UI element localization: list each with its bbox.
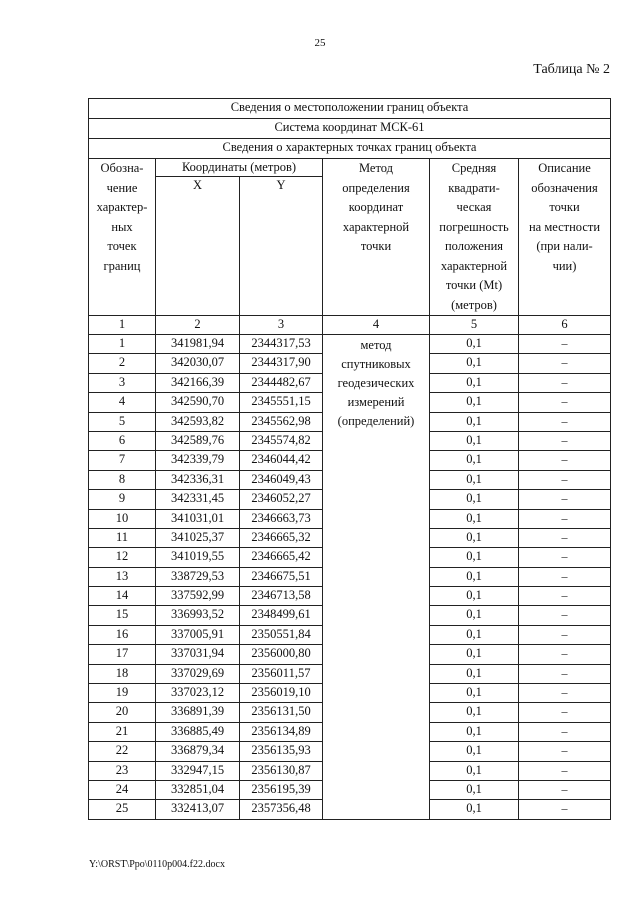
point-y: 2346663,73 — [240, 509, 323, 528]
point-x: 342030,07 — [156, 354, 240, 373]
point-number: 25 — [89, 800, 156, 819]
point-x: 341025,37 — [156, 528, 240, 547]
point-number: 9 — [89, 490, 156, 509]
point-number: 18 — [89, 664, 156, 683]
point-description: – — [519, 335, 611, 354]
point-error: 0,1 — [430, 664, 519, 683]
point-error: 0,1 — [430, 548, 519, 567]
point-x: 332851,04 — [156, 780, 240, 799]
table-label: Таблица № 2 — [533, 62, 610, 77]
point-y: 2356011,57 — [240, 664, 323, 683]
column-number: 6 — [519, 316, 611, 335]
point-y: 2346713,58 — [240, 587, 323, 606]
point-y: 2356019,10 — [240, 684, 323, 703]
point-y: 2356000,80 — [240, 645, 323, 664]
point-number: 4 — [89, 393, 156, 412]
point-y: 2357356,48 — [240, 800, 323, 819]
point-x: 342339,79 — [156, 451, 240, 470]
point-number: 10 — [89, 509, 156, 528]
header-method: Метод определения координат характерной точки — [323, 159, 430, 316]
point-error: 0,1 — [430, 645, 519, 664]
point-x: 342589,76 — [156, 431, 240, 450]
header-coordinates: Координаты (метров) — [156, 159, 323, 177]
point-description: – — [519, 800, 611, 819]
point-x: 342166,39 — [156, 373, 240, 392]
point-error: 0,1 — [430, 373, 519, 392]
point-description: – — [519, 451, 611, 470]
point-description: – — [519, 567, 611, 586]
point-y: 2346665,42 — [240, 548, 323, 567]
point-number: 7 — [89, 451, 156, 470]
column-numbers-row — [89, 316, 611, 335]
method-cell: метод спутниковых геодезических измерений (определений) — [323, 335, 430, 820]
point-x: 336885,49 — [156, 722, 240, 741]
point-x: 337031,94 — [156, 645, 240, 664]
point-number: 20 — [89, 703, 156, 722]
point-description: – — [519, 684, 611, 703]
point-number: 12 — [89, 548, 156, 567]
coordinate-system-title: Система координат МСК-61 — [89, 119, 611, 139]
point-description: – — [519, 606, 611, 625]
point-error: 0,1 — [430, 625, 519, 644]
points-title: Сведения о характерных точках границ объекта — [89, 139, 611, 159]
point-y: 2356134,89 — [240, 722, 323, 741]
point-error: 0,1 — [430, 393, 519, 412]
point-error: 0,1 — [430, 335, 519, 354]
point-description: – — [519, 354, 611, 373]
page-number: 25 — [314, 37, 326, 49]
point-description: – — [519, 722, 611, 741]
point-y: 2344317,90 — [240, 354, 323, 373]
point-description: – — [519, 703, 611, 722]
point-number: 22 — [89, 742, 156, 761]
point-description: – — [519, 625, 611, 644]
point-error: 0,1 — [430, 606, 519, 625]
point-number: 17 — [89, 645, 156, 664]
point-y: 2344482,67 — [240, 373, 323, 392]
point-error: 0,1 — [430, 800, 519, 819]
point-y: 2345551,15 — [240, 393, 323, 412]
point-y: 2345574,82 — [240, 431, 323, 450]
point-y: 2346049,43 — [240, 470, 323, 489]
point-number: 21 — [89, 722, 156, 741]
point-x: 332947,15 — [156, 761, 240, 780]
point-x: 337023,12 — [156, 684, 240, 703]
point-description: – — [519, 780, 611, 799]
column-number: 2 — [156, 316, 240, 335]
point-x: 342336,31 — [156, 470, 240, 489]
point-number: 3 — [89, 373, 156, 392]
point-number: 8 — [89, 470, 156, 489]
point-error: 0,1 — [430, 587, 519, 606]
point-description: – — [519, 490, 611, 509]
header-x: X — [156, 177, 240, 316]
header-point-designation: Обозна- чение характер- ных точек границ — [89, 159, 156, 316]
point-number: 13 — [89, 567, 156, 586]
point-y: 2345562,98 — [240, 412, 323, 431]
point-description: – — [519, 431, 611, 450]
point-error: 0,1 — [430, 490, 519, 509]
point-description: – — [519, 645, 611, 664]
point-y: 2348499,61 — [240, 606, 323, 625]
point-error: 0,1 — [430, 509, 519, 528]
point-x: 342331,45 — [156, 490, 240, 509]
point-description: – — [519, 509, 611, 528]
coordinates-table — [88, 98, 611, 820]
point-description: – — [519, 548, 611, 567]
point-number: 2 — [89, 354, 156, 373]
point-number: 19 — [89, 684, 156, 703]
point-x: 336891,39 — [156, 703, 240, 722]
point-error: 0,1 — [430, 780, 519, 799]
point-x: 337029,69 — [156, 664, 240, 683]
point-x: 341019,55 — [156, 548, 240, 567]
point-x: 337005,91 — [156, 625, 240, 644]
header-description: Описание обозначения точки на местности (при нали- чии) — [519, 159, 611, 316]
point-y: 2356135,93 — [240, 742, 323, 761]
point-number: 14 — [89, 587, 156, 606]
point-number: 16 — [89, 625, 156, 644]
point-y: 2356130,87 — [240, 761, 323, 780]
header-y: Y — [240, 177, 323, 316]
point-x: 336993,52 — [156, 606, 240, 625]
column-number: 4 — [323, 316, 430, 335]
point-x: 342593,82 — [156, 412, 240, 431]
point-error: 0,1 — [430, 761, 519, 780]
point-y: 2356195,39 — [240, 780, 323, 799]
point-x: 341031,01 — [156, 509, 240, 528]
header-error: Средняя квадрати- ческая погрешность положения характерной точки (Mt) (метров) — [430, 159, 519, 316]
point-x: 337592,99 — [156, 587, 240, 606]
point-y: 2346052,27 — [240, 490, 323, 509]
point-description: – — [519, 373, 611, 392]
point-error: 0,1 — [430, 431, 519, 450]
point-error: 0,1 — [430, 722, 519, 741]
point-number: 5 — [89, 412, 156, 431]
point-description: – — [519, 742, 611, 761]
point-error: 0,1 — [430, 528, 519, 547]
column-number: 5 — [430, 316, 519, 335]
point-error: 0,1 — [430, 451, 519, 470]
point-y: 2346665,32 — [240, 528, 323, 547]
point-description: – — [519, 761, 611, 780]
footer-file-path: Y:\ORST\Ppo\0110p004.f22.docx — [89, 859, 225, 870]
point-description: – — [519, 528, 611, 547]
point-y: 2346044,42 — [240, 451, 323, 470]
table-row — [89, 335, 611, 354]
point-number: 6 — [89, 431, 156, 450]
point-number: 23 — [89, 761, 156, 780]
point-error: 0,1 — [430, 567, 519, 586]
point-y: 2356131,50 — [240, 703, 323, 722]
point-x: 341981,94 — [156, 335, 240, 354]
point-error: 0,1 — [430, 470, 519, 489]
point-error: 0,1 — [430, 354, 519, 373]
point-error: 0,1 — [430, 684, 519, 703]
point-y: 2346675,51 — [240, 567, 323, 586]
point-error: 0,1 — [430, 412, 519, 431]
point-description: – — [519, 412, 611, 431]
point-x: 338729,53 — [156, 567, 240, 586]
point-description: – — [519, 587, 611, 606]
point-number: 11 — [89, 528, 156, 547]
column-number: 3 — [240, 316, 323, 335]
point-number: 15 — [89, 606, 156, 625]
point-number: 1 — [89, 335, 156, 354]
point-y: 2350551,84 — [240, 625, 323, 644]
point-error: 0,1 — [430, 742, 519, 761]
point-y: 2344317,53 — [240, 335, 323, 354]
point-x: 332413,07 — [156, 800, 240, 819]
point-x: 336879,34 — [156, 742, 240, 761]
column-number: 1 — [89, 316, 156, 335]
point-x: 342590,70 — [156, 393, 240, 412]
point-description: – — [519, 664, 611, 683]
table-title: Сведения о местоположении границ объекта — [89, 99, 611, 119]
point-description: – — [519, 470, 611, 489]
point-error: 0,1 — [430, 703, 519, 722]
point-description: – — [519, 393, 611, 412]
point-number: 24 — [89, 780, 156, 799]
